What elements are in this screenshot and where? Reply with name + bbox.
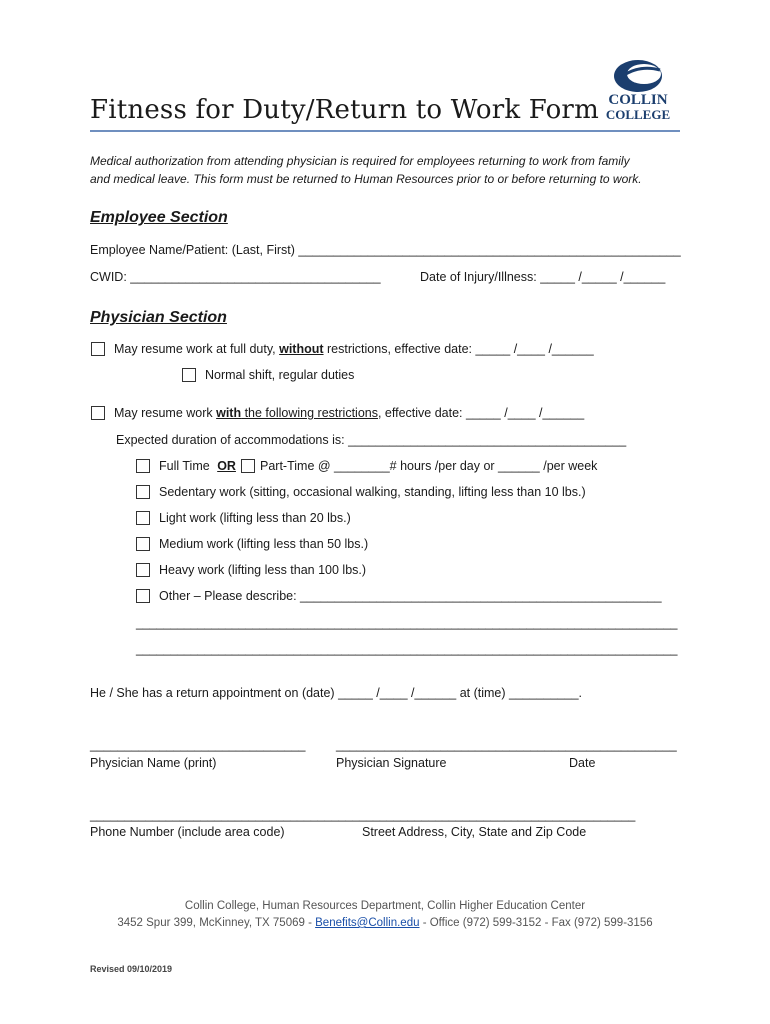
phone-address-blank[interactable]: _______________________________________________________________________________ <box>90 808 636 822</box>
medium-work-checkbox[interactable] <box>136 537 150 551</box>
full-time-label <box>159 459 236 473</box>
physician-signature-blank[interactable]: _________________________________________________ <box>336 738 677 752</box>
page-title: Fitness for Duty/Return to Work Form <box>90 95 599 125</box>
intro-line-2: and medical leave. This form must be returned to Human Resources prior to or before returning to work. <box>90 172 642 186</box>
footer-line-1: Collin College, Human Resources Department, Collin Higher Education Center <box>184 900 586 912</box>
benefits-email-link[interactable]: Benefits@Collin.edu <box>315 917 420 929</box>
revised-date: Revised 09/10/2019 <box>90 964 173 974</box>
light-work-checkbox[interactable] <box>136 511 150 525</box>
medium-work-label: Medium work (lifting less than 50 lbs.) <box>159 537 369 551</box>
full-duty-post: restrictions, effective date: _____ /____ /______ <box>323 342 594 356</box>
return-appointment-field[interactable]: He / She has a return appointment on (date) _____ /____ /______ at (time) __________. <box>90 686 583 700</box>
physician-signature-label: Physician Signature <box>336 756 447 770</box>
restrictions-text <box>114 406 584 420</box>
injury-date-field[interactable]: Date of Injury/Illness: _____ /_____ /______ <box>420 270 666 284</box>
restrictions-checkbox[interactable] <box>91 406 105 420</box>
footer-line-2 <box>0 917 770 929</box>
expected-duration-field[interactable]: Expected duration of accommodations is: ________________________________________ <box>116 433 627 447</box>
employee-name-field[interactable]: Employee Name/Patient: (Last, First) _______________________________________________________ <box>90 243 681 257</box>
full-duty-pre: May resume work at full duty, <box>114 342 280 356</box>
heavy-work-label: Heavy work (lifting less than 100 lbs.) <box>159 563 367 577</box>
physician-name-blank[interactable]: _______________________________ <box>90 738 306 752</box>
cwid-field[interactable]: CWID: ____________________________________ <box>90 270 381 284</box>
restrictions-pre: May resume work <box>114 406 217 420</box>
phone-label: Phone Number (include area code) <box>90 825 285 839</box>
sedentary-label: Sedentary work (sitting, occasional walking, standing, lifting less than 10 lbs.) <box>159 485 586 499</box>
footer-phone-fax: - Office (972) 599-3152 - Fax (972) 599-3156 <box>419 917 653 929</box>
physician-section-heading: Physician Section <box>90 309 227 326</box>
footer-address: 3452 Spur 399, McKinney, TX 75069 - <box>117 917 316 929</box>
part-time-label[interactable]: Part-Time @ ________# hours /per day or ______ /per week <box>260 459 598 473</box>
full-time-text: Full Time <box>159 459 214 473</box>
or-emphasis: OR <box>217 459 236 473</box>
part-time-checkbox[interactable] <box>241 459 255 473</box>
restrictions-underlined: the following restrictions <box>241 406 378 420</box>
other-blank-line-2[interactable]: _______________________________________________________________________________ <box>136 642 678 656</box>
other-describe-field[interactable]: Other – Please describe: ____________________________________________________ <box>159 589 662 603</box>
intro-line-1: Medical authorization from attending physician is required for employees returning to work from family <box>90 154 630 168</box>
sedentary-checkbox[interactable] <box>136 485 150 499</box>
date-label: Date <box>569 756 596 770</box>
full-duty-checkbox[interactable] <box>91 342 105 356</box>
employee-section-heading: Employee Section <box>90 209 228 226</box>
title-rule <box>90 130 680 132</box>
collin-college-logo <box>598 58 678 122</box>
normal-shift-checkbox[interactable] <box>182 368 196 382</box>
other-blank-line-1[interactable]: _______________________________________________________________________________ <box>136 616 678 630</box>
heavy-work-checkbox[interactable] <box>136 563 150 577</box>
address-label: Street Address, City, State and Zip Code <box>362 825 587 839</box>
physician-name-label: Physician Name (print) <box>90 756 217 770</box>
without-emphasis: without <box>279 342 324 356</box>
other-checkbox[interactable] <box>136 589 150 603</box>
logo-word-bottom: COLLEGE <box>605 107 671 122</box>
logo-word-top: COLLIN <box>608 92 668 108</box>
full-duty-text <box>114 342 594 356</box>
restrictions-post: , effective date: _____ /____ /______ <box>377 406 585 420</box>
light-work-label: Light work (lifting less than 20 lbs.) <box>159 511 351 525</box>
normal-shift-label: Normal shift, regular duties <box>205 368 355 382</box>
full-time-checkbox[interactable] <box>136 459 150 473</box>
with-emphasis: with <box>216 406 242 420</box>
